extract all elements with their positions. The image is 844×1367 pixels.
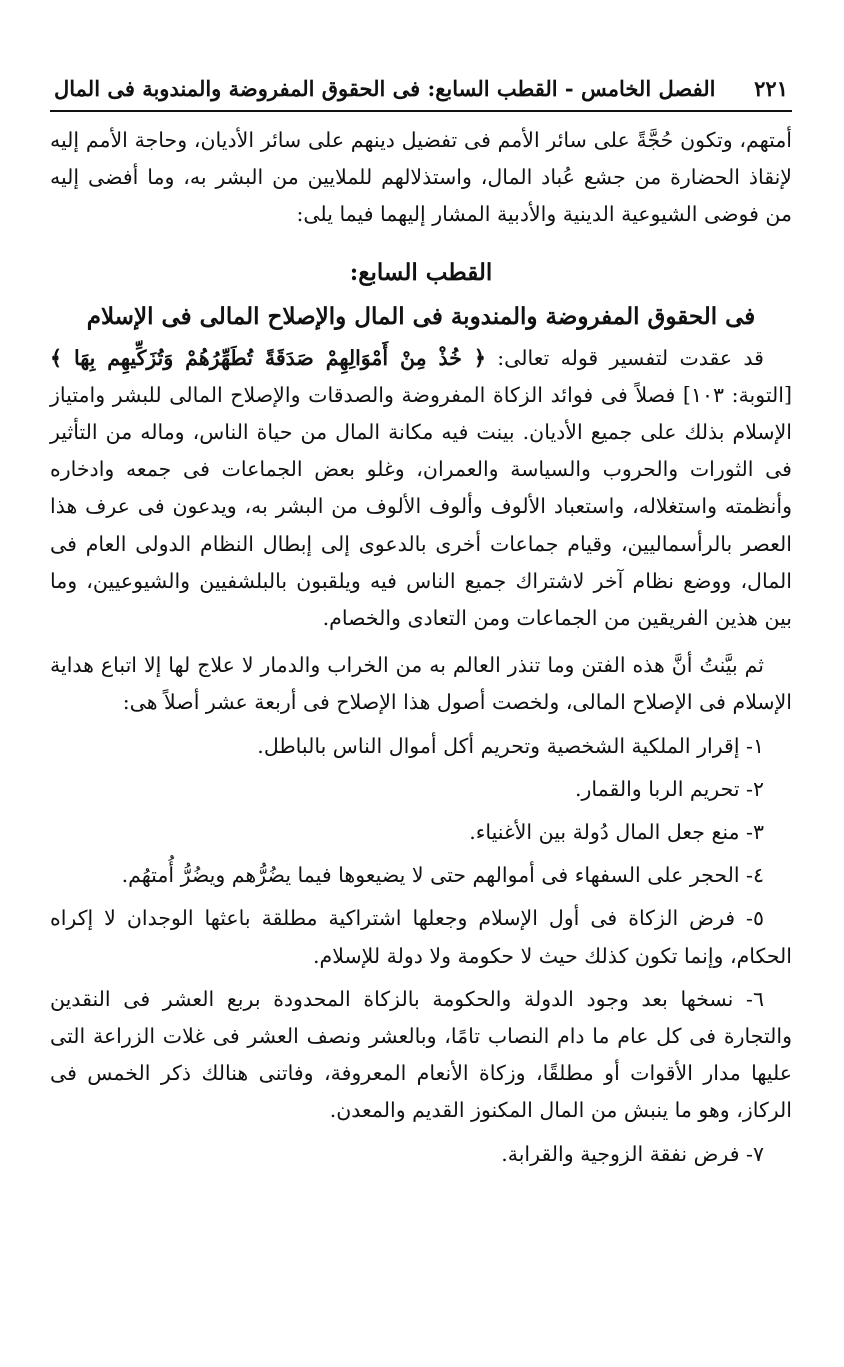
principle-6: ٦- نسخها بعد وجود الدولة والحكومة بالزكاة المحدودة بربع العشر فى النقدين والتجارة فى كل عام ما دام النصاب تامًا، وبالعشر ونصف العشر فى غلات الزراعة التى عليها مدار الأقوات أو مطلقًا، وزكاة الأنعام المعروفة، وفاتنى هنالك ذكر الخمس فى الركاز، وهو ما ينبش من المال المكنوز القديم والمعدن. — [50, 986, 792, 1123]
principle-2: ٢- تحريم الربا والقمار. — [574, 776, 764, 801]
running-header — [50, 72, 792, 112]
intro-paragraph: أمتهم، وتكون حُجَّةً على سائر الأمم فى تفضيل دينهم على سائر الأديان، وحاجة الأمم إليه لإنقاذ الحضارة من جشع عُباد المال، واستذلالهم للملايين من البشر به، وما أفضى إليه من فوضى الشيوعية الدينية والأدبية المشار إليهما فيما يلى: — [50, 128, 792, 227]
principle-3: ٣- منع جعل المال دُولة بين الأغنياء. — [469, 820, 764, 845]
principle-7: ٧- فرض نفقة الزوجية والقرابة. — [501, 1141, 764, 1166]
section-label: القطب السابع: — [349, 258, 493, 286]
paragraph-1-rest: [التوبة: ١٠٣] فصلاً فى فوائد الزكاة المفروضة والصدقات والإصلاح المالى للبشر وامتياز الإسلام بذلك على جميع الأديان. بينت فيه مكانة المال من حياة الناس، وماله من التأثير فى الثورات والحروب والسياسة والعمران، وغلو بعض الجماعات فى جمعه وادخاره وأنظمته واستغلاله، واستعباد الألوف وألوف الألوف من البشر به، ويدعون فى عرف هذا العصر بالرأسماليين، وقيام جماعات أخرى بالدعوى إلى إبطال النظام الدولى العام فى المال، ووضع نظام آخر لاشتراك جميع الناس فيه ويلقبون بالبلشفيين والشيوعيين، وما بين هذين الفريقين من الجماعات ومن التعادى والخصام. — [50, 382, 792, 631]
principle-4: ٤- الحجر على السفهاء فى أموالهم حتى لا يضيعوها فيما يضُرُّهم ويضُرُّ أُمتهُم. — [121, 863, 764, 888]
quran-verse: ﴿ خُذْ مِنْ أَمْوَالِهِمْ صَدَقَةً تُطَهِّرُهُمْ وَتُزَكِّيهِم بِهَا ﴾ — [50, 345, 486, 370]
chapter-title: الفصل الخامس - القطب السابع: فى الحقوق المفروضة والمندوبة فى المال — [54, 76, 716, 101]
book-page — [50, 72, 792, 1347]
page-number: ٢٢١ — [754, 76, 788, 101]
paragraph-1-lead: قد عقدت لتفسير قوله تعالى: — [485, 345, 764, 370]
paragraph-2: ثم بيَّنتُ أنَّ هذه الفتن وما تنذر العالم به من الخراب والدمار لا علاج لها إلا اتباع هداية الإسلام فى الإصلاح المالى، ولخصت أصول هذا الإصلاح فى أربعة عشر أصلاً هى: — [50, 653, 792, 715]
section-title: فى الحقوق المفروضة والمندوبة فى المال والإصلاح المالى فى الإسلام — [86, 302, 756, 330]
paragraph-1 — [50, 340, 792, 638]
section-heading-block — [50, 256, 792, 334]
principle-1: ١- إقرار الملكية الشخصية وتحريم أكل أموال الناس بالباطل. — [257, 733, 764, 758]
principle-5: ٥- فرض الزكاة فى أول الإسلام وجعلها اشتراكية مطلقة باعثها الوجدان لا إكراه الحكام، وإنما تكون كذلك حيث لا حكومة ولا دولة للإسلام. — [50, 906, 792, 968]
